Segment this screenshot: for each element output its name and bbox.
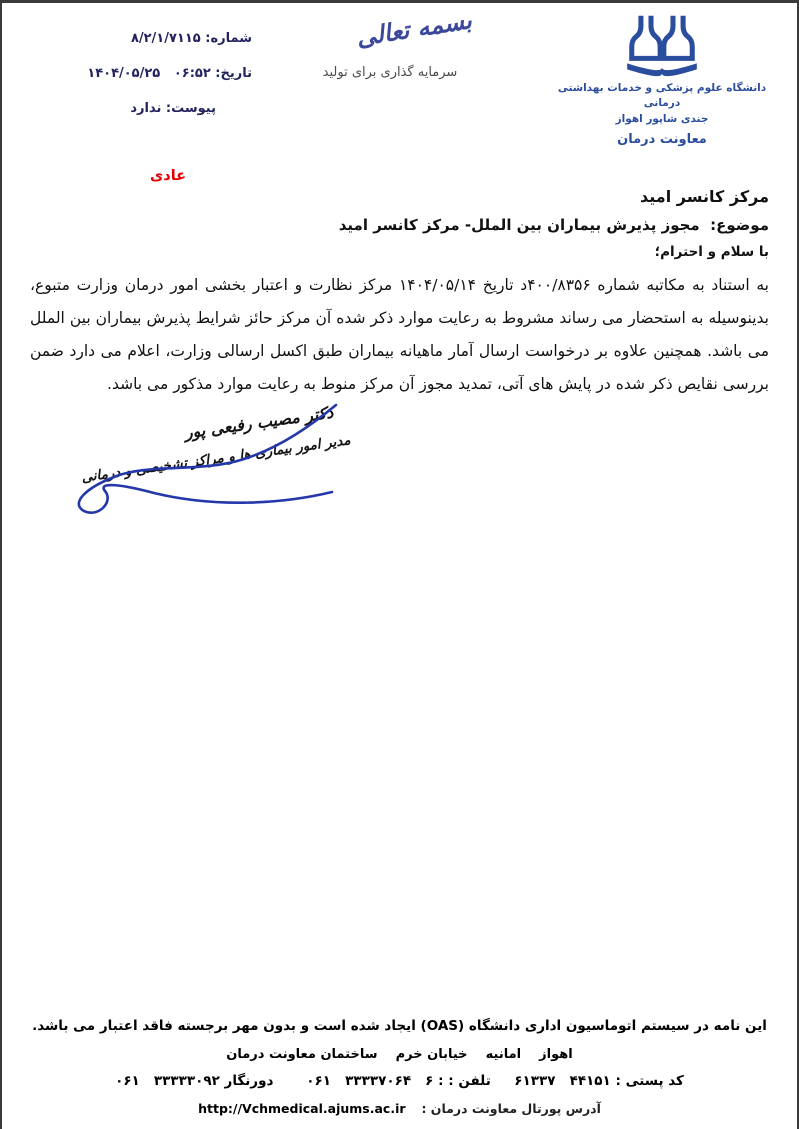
recipient-block [30,187,769,260]
contact-info: کد پستی : ۴۴۱۵۱ ۶۱۳۳۷ تلفن : : ۶ ۳۳۳۳۷۰۶۴ ۰۶۱ دورنگار ۳۳۳۳۳۰۹۲ ۰۶۱ [115,1073,684,1089]
recipient-name: مرکز کانسر امید [640,187,769,206]
university-name-line1: دانشگاه علوم پزشکی و خدمات بهداشتی درمانی [557,82,767,109]
signatory-title: مدیر امور بیماری ها و مراکز تشخیصی و درمانی [80,432,352,486]
university-logo-icon [616,13,708,79]
letter-date-field: تاریخ: ۰۶:۵۲ ۱۴۰۴/۰۵/۲۵ [87,66,252,81]
portal-row [2,1101,797,1116]
portal-url: http://Vchmedical.ajums.ac.ir [198,1101,406,1116]
classification-badge: عادی [150,168,187,184]
postal-address: اهواز امانیه خیابان خرم ساختمان معاونت درمان [226,1047,573,1062]
besmellah-calligraphy: بسمه تعالی [354,6,474,52]
signatory-name: دکتر مصیب رفیعی پور [183,402,335,443]
university-header-block [549,13,775,147]
letter-number-field: شماره: ۸/۲/۱/۷۱۱۵ [130,31,252,46]
attachment-field: پیوست: ندارد [130,101,216,116]
oas-notice: این نامه در سیستم اتوماسیون اداری دانشگاه (OAS) ایجاد شده است و بدون مهر برجسته فاقد اعتبار می باشد. [32,1018,767,1034]
deputy-title: معاونت درمان [617,132,707,147]
year-slogan-text: سرمایه گذاری برای تولید [322,65,458,80]
letter-body-paragraph: به استناد به مکاتبه شماره ۴۰۰/۸۳۵۶د تاریخ ۱۴۰۴/۰۵/۱۴ مرکز نظارت و اعتبار بخشی امور درمان وزارت متبوع، بدینوسیله به استحضار می رساند مشروط به رعایت موارد ذکر شده آن مرکز حائز شرایط پذیرش بیماران بین الملل می باشد. همچنین علاوه بر درخواست ارسال آمار ماهیانه بیماران طبق اکسل ارسالی وزارت، اعلام می دارد ضمن بررسی نقایص ذکر شده در پایش های آتی، تمدید مجوز آن مرکز منوط به رعایت موارد مذکور می باشد. [30,276,769,393]
signature-block [30,399,360,529]
subject-line: موضوع: مجوز پذیرش بیماران بین الملل- مرکز کانسر امید [338,216,769,234]
university-name-line2: جندی شاپور اهواز [615,113,709,125]
salutation-line: با سلام و احترام؛ [654,244,769,260]
signature-ink-icon [30,399,360,529]
header-fields-block [40,29,252,134]
portal-label: آدرس پورتال معاونت درمان : [421,1101,601,1116]
